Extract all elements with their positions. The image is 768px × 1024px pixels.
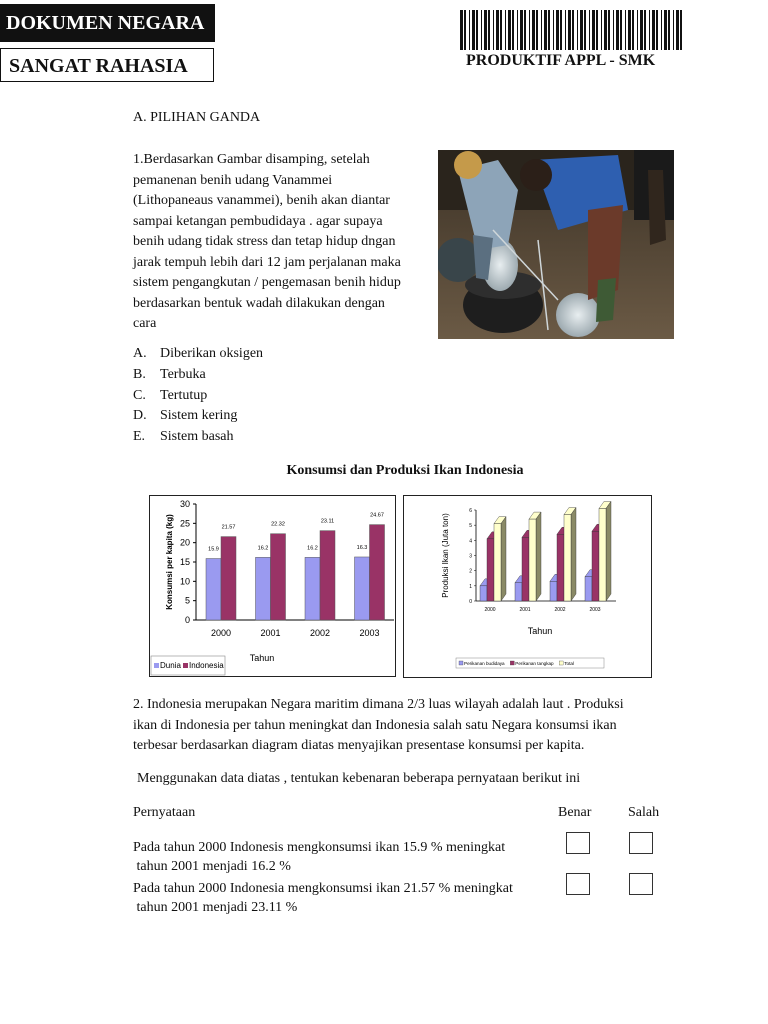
barcode-bar <box>488 10 490 50</box>
y-tick-label: 5 <box>184 595 190 606</box>
false-checkbox-row-2[interactable] <box>629 873 653 895</box>
option-a[interactable] <box>133 346 263 362</box>
barcode-bar <box>661 10 662 50</box>
x-tick-label: 2003 <box>359 628 380 638</box>
barcode-bar <box>469 10 470 50</box>
y-tick-label: 0 <box>184 615 190 625</box>
bar-0 <box>515 583 522 601</box>
shrimp-packing-photo <box>438 150 674 339</box>
bar-0 <box>585 577 592 601</box>
section-title: A. PILIHAN GANDA <box>133 110 261 125</box>
barcode-bar <box>613 10 614 50</box>
barcode-bar <box>649 10 650 50</box>
x-tick-label: 2001 <box>260 628 281 638</box>
option-letter: A. <box>133 346 147 361</box>
bar-1 <box>522 537 529 601</box>
barcode-bar <box>616 10 619 50</box>
barcode-bar <box>668 10 670 50</box>
barcode-bar <box>524 10 526 50</box>
barcode-bar <box>548 10 550 50</box>
bar-dunia <box>305 557 320 620</box>
statement-line: Pada tahun 2000 Indonesia mengkonsumsi ikan 21.57 % meningkat <box>133 881 513 896</box>
barcode-bar <box>601 10 602 50</box>
data-label: 24.67 <box>370 512 384 519</box>
barcode <box>460 10 685 50</box>
y-tick-label: 5 <box>469 523 472 530</box>
option-c[interactable] <box>133 388 207 404</box>
barcode-bar <box>493 10 494 50</box>
col-true-header: Benar <box>558 805 592 820</box>
barcode-bar <box>584 10 586 50</box>
q1-line: berdasarkan bentuk wadah dilakukan dengan <box>133 295 385 311</box>
barcode-bar <box>580 10 583 50</box>
option-text: Terbuka <box>160 367 206 382</box>
bar-0 <box>550 581 557 601</box>
barcode-bar <box>544 10 547 50</box>
legend-swatch <box>154 663 159 668</box>
program-label: PRODUKTIF APPL - SMK <box>466 52 656 69</box>
bar-dunia <box>355 557 370 620</box>
legend-swatch <box>183 663 188 668</box>
x-tick-label: 2003 <box>589 607 601 613</box>
consumption-chart-frame <box>149 495 396 677</box>
statement-line: tahun 2001 menjadi 16.2 % <box>133 859 291 874</box>
q1-line: pemanenan benih udang Vanammei <box>133 172 333 188</box>
data-label: 15.9 <box>208 546 219 553</box>
q1-line: jarak tempuh lebih dari 12 jam perjalanan maka <box>133 254 401 270</box>
option-text: Diberikan oksigen <box>160 346 264 361</box>
legend-label: Indonesia <box>189 661 224 670</box>
barcode-bar <box>556 10 559 50</box>
option-text: Tertutup <box>160 388 208 403</box>
barcode-bar <box>460 10 463 50</box>
barcode-bar <box>536 10 538 50</box>
barcode-bar <box>512 10 514 50</box>
question-2-instruction: Menggunakan data diatas , tentukan kebenaran beberapa pernyataan berikut ini <box>137 771 581 786</box>
barcode-bar <box>656 10 658 50</box>
bar-indonesia <box>320 531 335 620</box>
option-letter: E. <box>133 429 146 444</box>
y-tick-label: 0 <box>469 599 472 605</box>
option-letter: D. <box>133 408 147 423</box>
statement-row-2 <box>133 879 553 917</box>
production-chart-frame <box>403 495 652 678</box>
barcode-bar <box>472 10 475 50</box>
bar-indonesia <box>221 537 236 620</box>
q2-line: terbesar berdasarkan diagram diatas menyajikan presentase konsumsi per kapita. <box>133 738 585 753</box>
y-tick-label: 20 <box>179 537 190 548</box>
legend-swatch <box>559 661 563 665</box>
y-tick-label: 30 <box>179 499 190 509</box>
barcode-bar <box>664 10 667 50</box>
option-letter: C. <box>133 388 146 403</box>
bar-side <box>536 512 541 601</box>
consumption-chart <box>150 496 395 676</box>
question-2-text <box>133 695 673 757</box>
bar-indonesia <box>271 534 286 620</box>
statement-line: tahun 2001 menjadi 23.11 % <box>133 900 298 915</box>
barcode-bar <box>553 10 554 50</box>
barcode-bar <box>577 10 578 50</box>
y-tick-label: 3 <box>469 553 472 560</box>
legend-label: Perikanan budidaya <box>464 661 505 666</box>
barcode-bar <box>505 10 506 50</box>
barcode-bar <box>517 10 518 50</box>
q1-line: cara <box>133 316 157 331</box>
barcode-bar <box>532 10 535 50</box>
barcode-bar <box>520 10 523 50</box>
option-text: Sistem kering <box>160 408 238 423</box>
statement-line: Pada tahun 2000 Indonesis mengkonsumsi ikan 15.9 % meningkat <box>133 840 506 855</box>
q2-line: ikan di Indonesia per tahun meningkat dan Indonesia salah satu Negara konsumsi ikan <box>133 717 617 733</box>
q2-line: 2. Indonesia merupakan Negara maritim dimana 2/3 luas wilayah adalah laut . Produksi <box>133 697 624 712</box>
barcode-bar <box>568 10 571 50</box>
barcode-bar <box>589 10 590 50</box>
option-letter: B. <box>133 367 146 382</box>
bar-0 <box>480 586 487 601</box>
x-axis-label: Tahun <box>527 626 553 636</box>
barcode-bar <box>637 10 638 50</box>
barcode-bar <box>476 10 478 50</box>
barcode-bar <box>529 10 530 50</box>
barcode-bar <box>596 10 598 50</box>
y-tick-label: 10 <box>179 576 190 587</box>
legend-label: Perikanan tangkap <box>515 661 554 666</box>
data-label: 16.2 <box>307 545 318 552</box>
bar-1 <box>592 531 599 601</box>
bar-dunia <box>256 557 271 620</box>
x-tick-label: 2002 <box>554 607 566 613</box>
y-tick-label: 4 <box>469 538 472 545</box>
question-1-text <box>133 150 425 335</box>
barcode-bar <box>640 10 643 50</box>
legend-label: Total <box>564 661 574 666</box>
data-label: 16.2 <box>257 545 269 552</box>
true-checkbox-row-2[interactable] <box>566 873 590 895</box>
bar-2 <box>529 519 536 601</box>
x-axis-label: Tahun <box>249 653 275 663</box>
col-statement-header: Pernyataan <box>133 805 196 820</box>
barcode-bar <box>464 10 466 50</box>
legend-swatch <box>459 661 463 665</box>
barcode-bar <box>484 10 487 50</box>
option-e[interactable] <box>133 429 234 445</box>
data-label: 21.57 <box>221 524 236 531</box>
true-checkbox-row-1[interactable] <box>566 832 590 854</box>
bar-indonesia <box>370 525 385 620</box>
production-chart <box>404 496 651 677</box>
q1-line: 1.Berdasarkan Gambar disamping, setelah <box>133 152 370 167</box>
bar-side <box>571 508 576 601</box>
barcode-bar <box>572 10 574 50</box>
barcode-bar <box>652 10 655 50</box>
data-label: 16.3 <box>356 544 368 551</box>
x-tick-label: 2002 <box>309 628 331 638</box>
q1-line: (Lithopaneaus vanammei), benih akan diantar <box>133 193 390 208</box>
barcode-bar <box>560 10 562 50</box>
bar-side <box>501 517 506 601</box>
barcode-bar <box>625 10 626 50</box>
q1-line: sampai ketangan pembudidaya . agar supaya <box>133 213 383 229</box>
barcode-bar <box>565 10 566 50</box>
x-tick-label: 2000 <box>210 628 232 638</box>
barcode-bar <box>481 10 482 50</box>
barcode-bar <box>500 10 502 50</box>
barcode-bar <box>592 10 595 50</box>
option-b[interactable] <box>133 367 206 383</box>
y-axis-label: Konsumsi per kapita (kg) <box>165 514 174 610</box>
barcode-bar <box>604 10 607 50</box>
q1-line: benih udang tidak stress dan tetap hidup dngan <box>133 234 396 249</box>
data-label: 23.11 <box>320 518 335 525</box>
bar-1 <box>557 534 564 601</box>
barcode-bar <box>541 10 542 50</box>
barcode-bar <box>628 10 631 50</box>
header-doc-label: DOKUMEN NEGARA <box>0 4 215 42</box>
barcode-bar <box>608 10 610 50</box>
bar-2 <box>599 508 606 601</box>
y-tick-label: 25 <box>179 518 190 529</box>
y-tick-label: 6 <box>469 508 472 514</box>
option-text: Sistem basah <box>160 429 234 444</box>
barcode-bar <box>673 10 674 50</box>
bar-2 <box>564 515 571 601</box>
bar-1 <box>487 539 494 601</box>
q1-line: sistem pengangkutan / pengemasan benih hidup <box>133 275 401 290</box>
charts-title: Konsumsi dan Produksi Ikan Indonesia <box>286 463 524 478</box>
bar-side <box>606 501 611 601</box>
y-tick-label: 2 <box>469 568 472 575</box>
option-d[interactable] <box>133 408 237 424</box>
x-tick-label: 2001 <box>519 607 531 613</box>
col-false-header: Salah <box>628 805 660 820</box>
barcode-bar <box>680 10 682 50</box>
barcode-bar <box>508 10 511 50</box>
bar-dunia <box>206 559 221 620</box>
x-tick-label: 2000 <box>484 607 496 613</box>
barcode-bar <box>676 10 679 50</box>
false-checkbox-row-1[interactable] <box>629 832 653 854</box>
y-axis-label: Produksi Ikan (Juta ton) <box>441 513 450 598</box>
bar-2 <box>494 524 501 601</box>
barcode-bar <box>496 10 499 50</box>
y-tick-label: 1 <box>469 583 472 590</box>
legend-label: Dunia <box>160 661 181 670</box>
barcode-bar <box>620 10 622 50</box>
legend-swatch <box>510 661 514 665</box>
statement-row-1 <box>133 838 553 876</box>
barcode-bar <box>632 10 634 50</box>
header-secret-label: SANGAT RAHASIA <box>0 48 214 82</box>
y-tick-label: 15 <box>179 557 190 567</box>
barcode-bar <box>644 10 646 50</box>
data-label: 22.32 <box>271 521 285 528</box>
